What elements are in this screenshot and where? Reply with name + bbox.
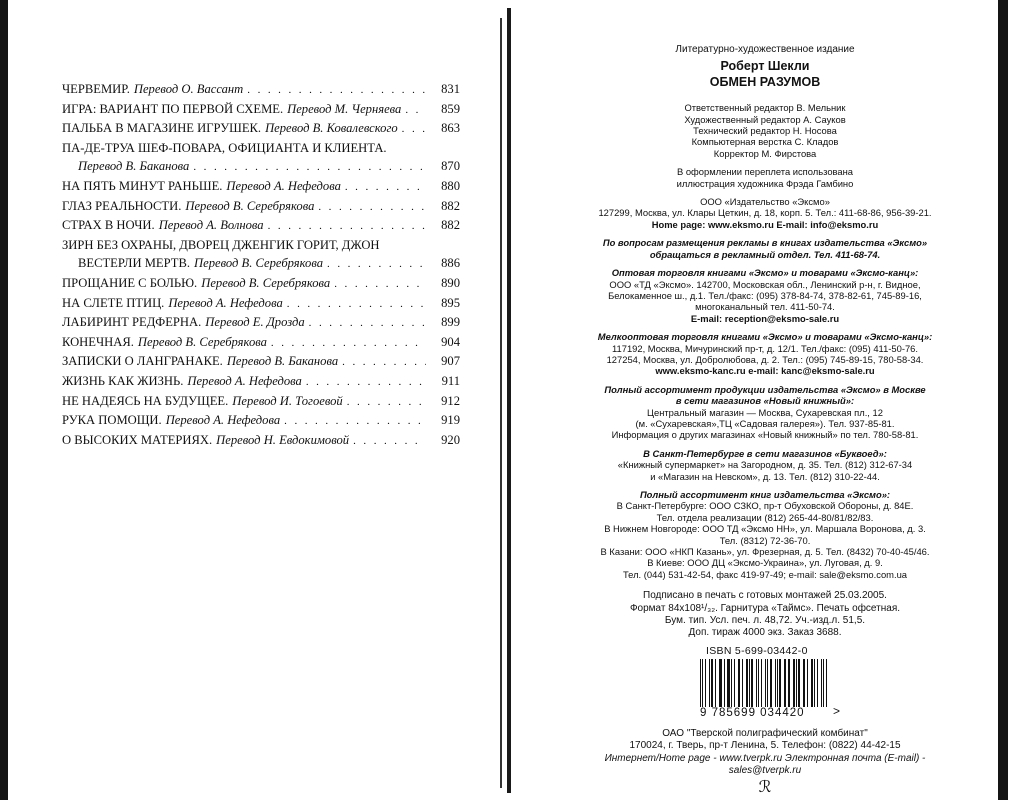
barcode-bars — [700, 659, 830, 707]
barcode-bar — [817, 659, 818, 707]
print-info-line: Формат 84x108¹/₃₂. Гарнитура «Таймс». Печать офсетная. — [629, 602, 901, 614]
region-line: В Казани: ООО «НКП Казань», ул. Фрезерная, д. 5. Тел. (8432) 70-40-45/46. — [600, 546, 930, 558]
toc-entry-page: 870 — [441, 159, 460, 174]
region-line: В Нижнем Новгороде: ООО ТД «Эксмо НН», ул. Маршала Воронова, д. 3. — [604, 523, 926, 535]
table-of-contents — [62, 80, 460, 450]
toc-leader-dots — [402, 120, 426, 139]
cover-note — [570, 166, 960, 189]
isbn-number: ISBN 5-699-03442-0 — [706, 644, 808, 657]
barcode-bar — [770, 659, 772, 707]
barcode-bar — [761, 659, 762, 707]
wholesale-line: многоканальный тел. 411-50-74. — [695, 301, 835, 313]
toc-entry — [62, 236, 460, 274]
toc-entry-translator: Перевод А. Нефедова — [187, 373, 302, 388]
toc-leader-dots — [327, 255, 426, 274]
toc-entry-title: ЛАБИРИНТ РЕДФЕРНА. — [62, 315, 202, 330]
toc-entry-title: НЕ НАДЕЯСЬ НА БУДУЩЕЕ. — [62, 393, 229, 408]
wholesale-info — [570, 267, 960, 324]
ads-note — [570, 237, 960, 260]
publisher-name: ООО «Издательство «Эксмо» — [700, 196, 830, 208]
barcode-bar — [758, 659, 759, 707]
barcode-bar — [785, 659, 786, 707]
barcode-bar — [715, 659, 716, 707]
barcode-bar — [796, 659, 797, 707]
barcode-bar — [749, 659, 750, 707]
barcode-bar — [709, 659, 710, 707]
credit-line: Ответственный редактор В. Мельник — [684, 102, 846, 114]
toc-entry-translator: Перевод В. Серебрякова — [201, 275, 331, 290]
print-info-line: Бум. тип. Усл. печ. л. 48,72. Уч.-изд.л. 51,5. — [664, 615, 866, 627]
toc-entry-title: ГЛАЗ РЕАЛЬНОСТИ. — [62, 198, 182, 213]
wholesale-email: E-mail: reception@eksmo-sale.ru — [690, 312, 840, 324]
toc-entry-translator: Перевод В. Ковалевского — [265, 121, 398, 136]
moscow-heading: Полный ассортимент продукции издательства «Эксмо» в Москве — [604, 383, 926, 395]
toc-entry-translator: Перевод В. Серебрякова — [185, 198, 315, 213]
edition-type: Литературно-художественное издание — [675, 44, 855, 55]
toc-leader-dots — [342, 353, 426, 372]
regions-heading: Полный ассортимент книг издательства «Эксмо»: — [639, 489, 891, 500]
barcode-bar — [742, 659, 743, 707]
region-line: Тел. отдела реализации (812) 265-44-80/81/82/83. — [656, 511, 874, 523]
toc-entry — [62, 392, 460, 412]
toc-entry-page: 882 — [441, 198, 460, 213]
toc-entry — [62, 333, 460, 353]
spb-line: «Книжный супермаркет» на Загородном, д. 35. Тел. (812) 312-67-34 — [617, 459, 913, 471]
toc-entry — [62, 197, 460, 217]
moscow-stores — [570, 384, 960, 441]
printer-logo-icon: ℛ — [758, 779, 772, 797]
regional-distributors — [570, 489, 960, 580]
region-line: В Санкт-Петербурге: ООО СЗКО, пр-т Обуховской Обороны, д. 84Е. — [616, 500, 914, 512]
printer-info — [570, 728, 960, 795]
toc-entry-translator: Перевод Н. Евдокимовой — [216, 432, 350, 447]
barcode-bar — [702, 659, 703, 707]
toc-entry — [62, 313, 460, 333]
ads-line: обращаться в рекламный отдел. Тел. 411-68-74. — [649, 248, 881, 260]
toc-leader-dots — [334, 275, 426, 294]
barcode-bar — [765, 659, 766, 707]
toc-entry-title: ЗИРН БЕЗ ОХРАНЫ, ДВОРЕЦ ДЖЕНГИК ГОРИТ, ДЖОН — [62, 237, 380, 252]
region-line: Тел. (8312) 72-36-70. — [719, 534, 811, 546]
small-wholesale-line: 117192, Москва, Мичуринский пр-т, д. 12/1. Тел./факс: (095) 411-50-76. — [612, 342, 918, 354]
toc-entry — [62, 216, 460, 236]
barcode-block — [700, 644, 840, 720]
toc-entry-title: НА СЛЕТЕ ПТИЦ. — [62, 295, 165, 310]
toc-entry-title: ПРОЩАНИЕ С БОЛЬЮ. — [62, 275, 198, 290]
barcode-bar — [804, 659, 805, 707]
moscow-heading: в сети магазинов «Новый книжный»: — [675, 395, 855, 407]
book-gutter-shadow — [507, 8, 511, 793]
toc-entry — [62, 352, 460, 372]
toc-entry-title: РУКА ПОМОЩИ. — [62, 413, 162, 428]
barcode-bar — [751, 659, 753, 707]
wholesale-line: Белокаменное ш., д.1. Тел./факс: (095) 378-84-74, 378-82-61, 745-89-16, — [608, 289, 922, 301]
toc-entry-translator: Перевод А. Волнова — [158, 218, 264, 233]
toc-entry-translator: Перевод В. Баканова — [226, 354, 339, 369]
cover-note-line: В оформлении переплета использована — [676, 166, 854, 178]
toc-leader-dots — [284, 412, 426, 431]
credits — [570, 102, 960, 159]
wholesale-line: ООО «ТД «Эксмо». 142700, Московская обл., Ленинский р-н, г. Видное, — [609, 278, 921, 290]
toc-entry — [62, 431, 460, 451]
toc-entry-page: 882 — [441, 218, 460, 233]
toc-entry-title: ПАЛЬБА В МАГАЗИНЕ ИГРУШЕК. — [62, 121, 262, 136]
barcode-bar — [719, 659, 720, 707]
barcode-bar — [720, 659, 721, 707]
toc-entry-translator: Перевод А. Нефедова — [165, 413, 281, 428]
toc-entry — [62, 177, 460, 197]
toc-entry-translator: Перевод В. Серебрякова — [137, 334, 267, 349]
imprint-page — [570, 44, 960, 795]
toc-leader-dots — [271, 334, 426, 353]
spb-heading: В Санкт-Петербурге в сети магазинов «Буквоед»: — [643, 447, 887, 459]
cover-note-line: иллюстрация художника Фрэда Гамбино — [676, 177, 854, 189]
barcode-bar — [807, 659, 808, 707]
barcode-digits: 9 785699 034420 — [700, 707, 805, 720]
toc-entry-title: ПА-ДЕ-ТРУА ШЕФ-ПОВАРА, ОФИЦИАНТА И КЛИЕНТА. — [62, 140, 387, 155]
toc-entry-page: 919 — [441, 413, 460, 428]
toc-entry-page: 863 — [441, 121, 460, 136]
toc-entry-translator: Перевод А. Нефедова — [226, 178, 341, 193]
right-page-edge — [998, 0, 1008, 800]
toc-entry-page: 886 — [441, 256, 460, 271]
toc-leader-dots — [287, 295, 426, 314]
toc-leader-dots — [405, 101, 426, 120]
barcode-arrow-icon: > — [832, 704, 840, 719]
toc-entry-title: О ВЫСОКИХ МАТЕРИЯХ. — [62, 432, 213, 447]
toc-entry-translator: Перевод Е. Дрозда — [205, 315, 305, 330]
toc-leader-dots — [353, 432, 426, 451]
book-title: ОБМЕН РАЗУМОВ — [709, 74, 821, 89]
toc-leader-dots — [309, 314, 426, 333]
moscow-line: Центральный магазин — Москва, Сухаревская пл., 12 — [647, 406, 883, 418]
credit-line: Корректор М. Фирстова — [713, 147, 817, 159]
toc-entry — [62, 372, 460, 392]
barcode-bar — [784, 659, 785, 707]
toc-entry-translator: Перевод В. Баканова — [78, 159, 190, 174]
spb-stores — [570, 448, 960, 482]
region-line: В Киеве: ООО ДЦ «Эксмо-Украина», ул. Луговая, д. 9. — [647, 557, 883, 569]
toc-entry-translator: Перевод А. Нефедова — [168, 295, 283, 310]
toc-entry-title: НА ПЯТЬ МИНУТ РАНЬШЕ. — [62, 178, 223, 193]
small-wholesale-info — [570, 331, 960, 377]
publisher-web: Home page: www.eksmo.ru E-mail: info@eksmo.ru — [651, 218, 879, 230]
toc-entry-page: 859 — [441, 101, 460, 116]
barcode-bar — [727, 659, 729, 707]
book-author: Роберт Шекли — [720, 59, 810, 74]
barcode-bar — [767, 659, 768, 707]
print-info-line: Доп. тираж 4000 экз. Заказ 3688. — [688, 627, 842, 639]
toc-leader-dots — [268, 217, 426, 236]
barcode-bar — [739, 659, 740, 707]
barcode-bar — [746, 659, 747, 707]
barcode-bar — [711, 659, 713, 707]
barcode-bar — [811, 659, 813, 707]
barcode-bar — [775, 659, 776, 707]
toc-entry — [62, 119, 460, 139]
barcode-bar — [798, 659, 799, 707]
barcode-bar — [731, 659, 732, 707]
toc-entry-title-continued: ВЕСТЕРЛИ МЕРТВ. — [78, 256, 191, 271]
barcode-bar — [734, 659, 735, 707]
printer-name: ОАО "Тверской полиграфический комбинат" — [662, 727, 868, 739]
barcode-bar — [793, 659, 794, 707]
credit-line: Компьютерная верстка С. Кладов — [691, 136, 839, 148]
left-page-edge — [0, 0, 8, 800]
printer-address: 170024, г. Тверь, пр-т Ленина, 5. Телефон: (0822) 44-42-15 — [629, 740, 901, 752]
print-info-line: Подписано в печать с готовых монтажей 25.03.2005. — [643, 590, 887, 602]
toc-entry-page: 904 — [441, 334, 460, 349]
toc-entry-page: 912 — [441, 393, 460, 408]
small-wholesale-line: 127254, Москва, ул. Добролюбова, д. 2. Тел.: (095) 745-89-15, 780-58-34. — [606, 353, 924, 365]
print-info — [570, 590, 960, 640]
barcode-bar — [705, 659, 706, 707]
barcode-bar — [788, 659, 790, 707]
barcode-bar — [779, 659, 780, 707]
toc-entry-translator: Перевод И. Тогоевой — [232, 393, 343, 408]
toc-entry-page: 899 — [441, 315, 460, 330]
barcode-bar — [803, 659, 804, 707]
toc-entry-title: СТРАХ В НОЧИ. — [62, 218, 155, 233]
credit-line: Технический редактор Н. Носова — [693, 125, 837, 137]
toc-leader-dots — [345, 178, 426, 197]
barcode-bar — [756, 659, 757, 707]
barcode-bar — [826, 659, 827, 707]
toc-leader-dots — [306, 373, 426, 392]
book-gutter-line — [500, 18, 502, 788]
toc-entry-page: 895 — [441, 295, 460, 310]
toc-entry-page: 831 — [441, 82, 460, 96]
printer-website: Интернет/Home page - www.tverpk.ru Электронная почта (E-mail) -sales@tverpk.ru — [604, 752, 926, 777]
barcode-bar — [823, 659, 824, 707]
moscow-line: Информация о других магазинах «Новый книжный» по тел. 780-58-81. — [611, 429, 919, 441]
small-wholesale-web: www.eksmo-kanc.ru e-mail: kanc@eksmo-sale.ru — [655, 365, 875, 377]
spb-line: и «Магазин на Невском», д. 13. Тел. (812) 310-22-44. — [650, 470, 880, 482]
barcode-bar — [700, 659, 701, 707]
toc-entry-translator: Перевод В. Серебрякова — [194, 256, 324, 271]
toc-entry-page: 880 — [441, 178, 460, 193]
region-line: Тел. (044) 531-42-54, факс 419-97-49; e-mail: sale@eksmo.com.ua — [622, 568, 907, 580]
toc-entry-page: 890 — [441, 275, 460, 290]
barcode-bar — [821, 659, 822, 707]
toc-entry — [62, 294, 460, 314]
publisher-address: 127299, Москва, ул. Клары Цеткин, д. 18, корп. 5. Тел.: 411-68-86, 956-39-21. — [598, 207, 932, 219]
barcode-bar — [777, 659, 778, 707]
barcode-bar — [724, 659, 725, 707]
moscow-line: (м. «Сухаревская»,ТЦ «Садовая галерея»). Тел. 937-85-81. — [635, 417, 895, 429]
toc-entry — [62, 139, 460, 177]
wholesale-heading: Оптовая торговля книгами «Эксмо» и товарами «Эксмо-канц»: — [611, 267, 919, 279]
toc-entry-title: ИГРА: ВАРИАНТ ПО ПЕРВОЙ СХЕМЕ. — [62, 101, 284, 116]
barcode-bar — [738, 659, 739, 707]
toc-entry — [62, 411, 460, 431]
toc-entry-page: 907 — [441, 354, 460, 369]
toc-leader-dots — [347, 393, 426, 412]
toc-entry-page: 920 — [441, 432, 460, 447]
toc-entry-title: ЖИЗНЬ КАК ЖИЗНЬ. — [62, 373, 184, 388]
toc-leader-dots — [193, 158, 426, 177]
toc-leader-dots — [318, 198, 426, 217]
small-wholesale-heading: Мелкооптовая торговля книгами «Эксмо» и товарами «Эксмо-канц»: — [597, 331, 933, 343]
toc-entry-translator: Перевод О. Вассант — [133, 82, 244, 96]
toc-entry — [62, 100, 460, 120]
toc-entry-translator: Перевод М. Черняева — [287, 101, 402, 116]
toc-entry-title: ЗАПИСКИ О ЛАНГРАНАКЕ. — [62, 354, 223, 369]
publisher-info — [570, 196, 960, 230]
toc-entry-page: 911 — [441, 373, 460, 388]
toc-entry-title: КОНЕЧНАЯ. — [62, 334, 134, 349]
toc-entry — [62, 80, 460, 100]
toc-entry — [62, 274, 460, 294]
ads-line: По вопросам размещения рекламы в книгах издательства «Эксмо» — [602, 237, 928, 249]
toc-entry-title: ЧЕРВЕМИР. — [62, 82, 130, 96]
credit-line: Художественный редактор А. Сауков — [684, 113, 846, 125]
toc-leader-dots — [247, 81, 426, 100]
barcode-bar — [814, 659, 815, 707]
